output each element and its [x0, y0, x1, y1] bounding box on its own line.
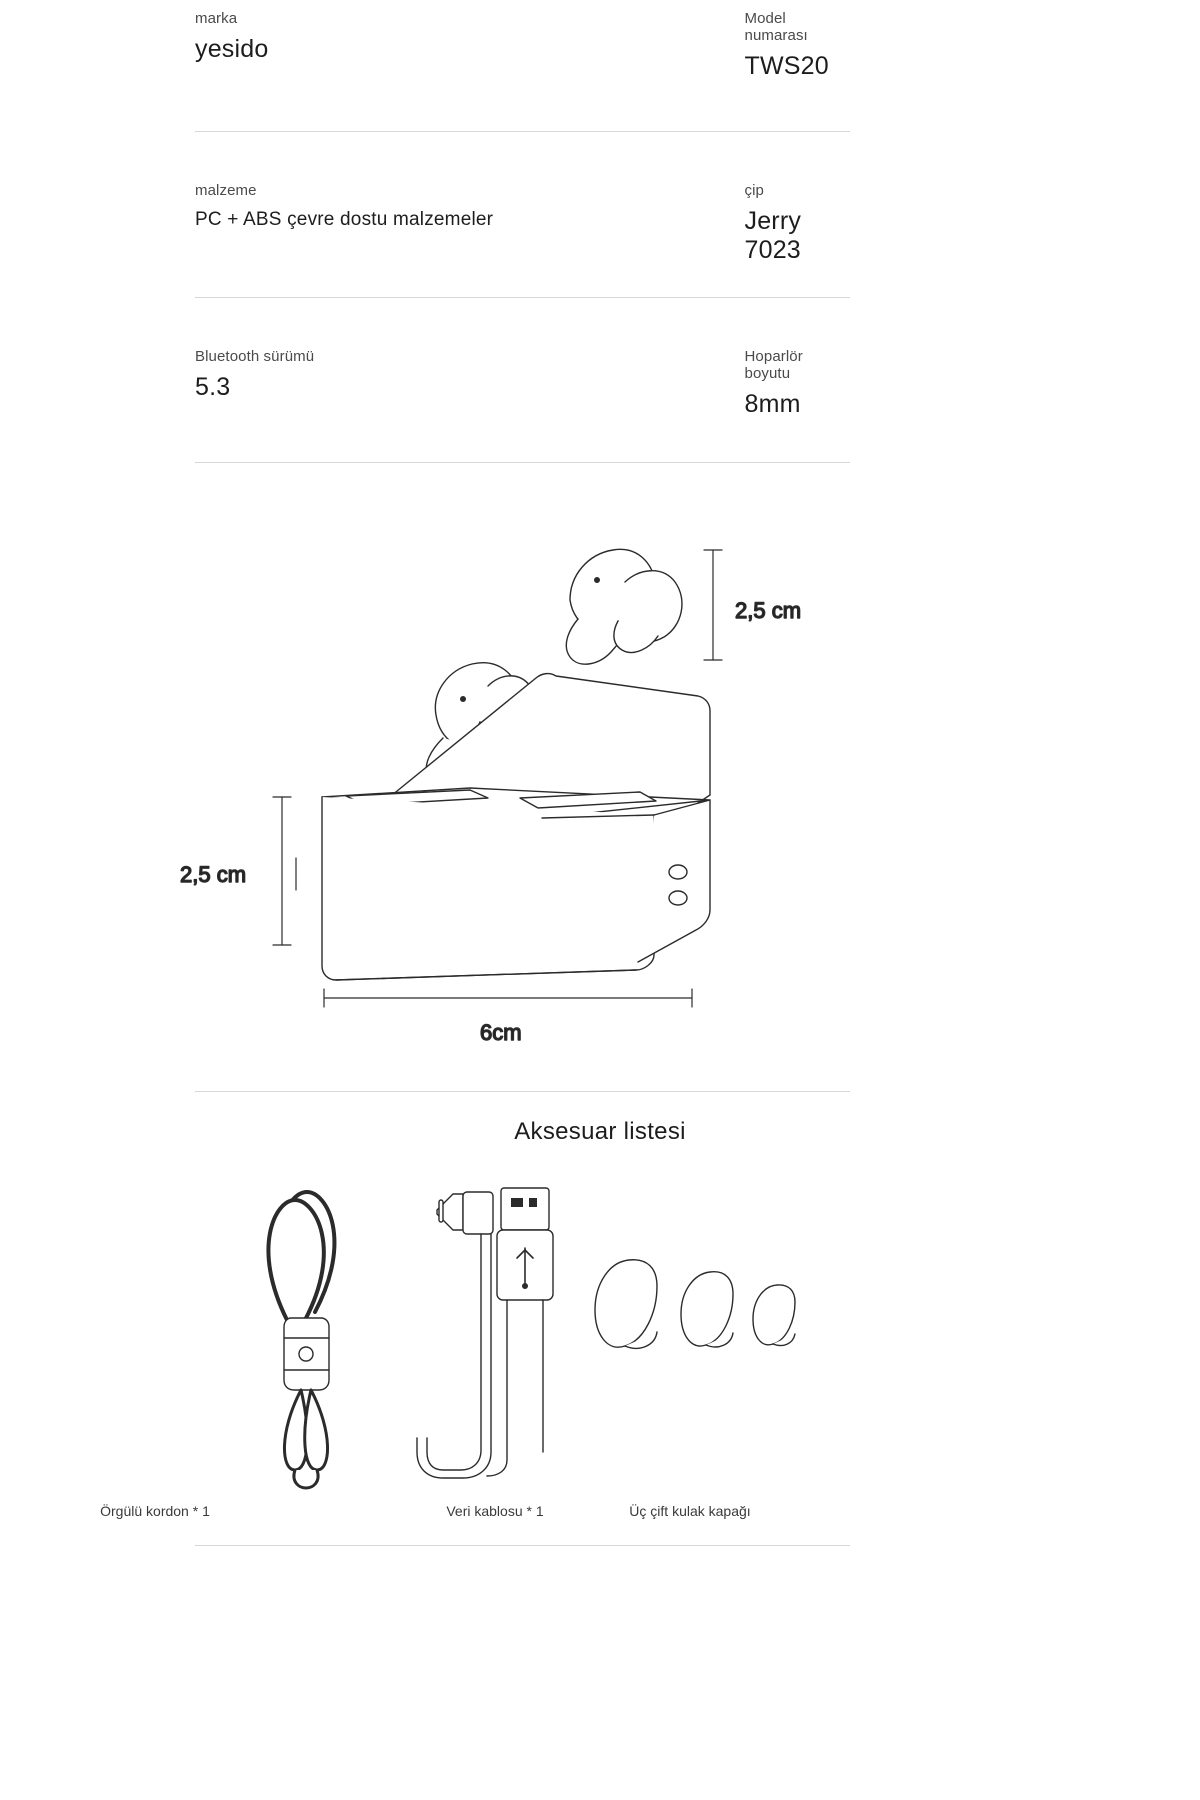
spec-row: [195, 10, 850, 81]
accessory-caption-eartips: Üç çift kulak kapağı: [629, 1503, 751, 1519]
spec-value: yesido: [195, 35, 269, 63]
divider: [195, 462, 850, 463]
spec-cell-material: [195, 182, 523, 265]
product-dimension-diagram: [170, 500, 890, 1080]
spec-cell-chip: [523, 182, 851, 265]
accessory-list-title: Aksesuar listesi: [514, 1118, 686, 1145]
spec-label: çip: [744, 182, 764, 199]
earbud-height-dimension: [704, 550, 722, 660]
spec-label: Bluetooth sürümü: [195, 348, 315, 365]
spec-label: marka: [195, 10, 238, 27]
spec-value: 5.3: [195, 373, 231, 401]
spec-row: [195, 348, 850, 419]
accessory-caption-cable: Veri kablosu * 1: [446, 1503, 544, 1519]
spec-value: 8mm: [744, 390, 801, 418]
divider: [195, 1545, 850, 1546]
divider: [195, 297, 850, 298]
earbud-upper-icon: [566, 549, 682, 664]
spec-value: TWS20: [744, 52, 829, 80]
divider: [195, 1091, 850, 1092]
charging-case-icon: [322, 674, 710, 980]
accessory-caption-lanyard: Örgülü kordon * 1: [100, 1503, 210, 1519]
ear-tips-icon: [595, 1260, 795, 1349]
usb-cable-icon: [417, 1188, 553, 1478]
spec-label: malzeme: [195, 182, 257, 199]
case-height-dimension: [273, 797, 296, 945]
divider: [195, 131, 850, 132]
spec-label: Model numarası: [744, 10, 808, 44]
spec-cell-speaker: [523, 348, 851, 419]
earbud-height-label: 2,5 cm: [735, 598, 802, 623]
spec-value: Jerry 7023: [744, 207, 802, 264]
spec-cell-bluetooth: [195, 348, 523, 419]
case-width-label: 6cm: [480, 1020, 522, 1045]
spec-label: Hoparlör boyutu: [744, 348, 803, 382]
spec-value: PC + ABS çevre dostu malzemeler: [195, 209, 494, 230]
spec-row: [195, 182, 850, 265]
case-width-dimension: [324, 989, 692, 1007]
lanyard-icon: [268, 1192, 334, 1488]
spec-cell-model: [523, 10, 851, 81]
spec-cell-brand: [195, 10, 523, 81]
case-height-label: 2,5 cm: [180, 862, 247, 887]
